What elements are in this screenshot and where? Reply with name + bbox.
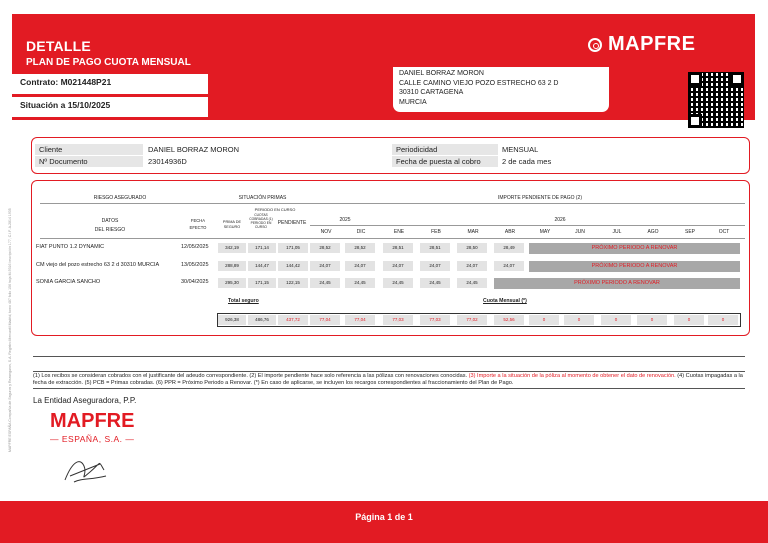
total-month-cell: 77,04	[310, 315, 340, 325]
total-month-cell: 77,03	[383, 315, 413, 325]
pendiente-cell: 122,15	[278, 278, 308, 288]
fecha-cobro-value: 2 de cada mes	[502, 157, 552, 166]
pendiente-cell: 144,42	[278, 261, 308, 271]
cliente-label: Cliente	[35, 144, 143, 155]
signature-icon	[60, 452, 110, 486]
month-value-cell: 24,45	[383, 278, 413, 288]
month-value-cell: 24,45	[345, 278, 375, 288]
cuota-mensual-label: Cuota Mensual (*)	[483, 298, 527, 304]
month-value-cell: 28,50	[457, 243, 487, 253]
month-header: ENE	[393, 229, 405, 235]
year-2026: 2026	[554, 217, 566, 223]
month-value-cell: 24,07	[494, 261, 524, 271]
mapfre-mark-icon	[588, 38, 602, 52]
month-value-cell: 24,07	[457, 261, 487, 271]
riesgo-name: FIAT PUNTO 1.2 DYNAMIC	[36, 244, 105, 250]
page-number: Página 1 de 1	[355, 512, 413, 522]
documento-value: 23014936D	[148, 157, 187, 166]
fecha-efecto: 30/04/2025	[181, 279, 209, 285]
month-value-cell: 28,51	[383, 243, 413, 253]
brand-logo: MAPFRE	[588, 33, 695, 56]
month-header: ABR	[504, 229, 516, 235]
month-header: MAY	[539, 229, 551, 235]
month-header: SEP	[684, 229, 695, 235]
prima-seguro-label: PRIMA DE SEGURO	[222, 220, 242, 229]
total-pendiente-cell: 437,72	[278, 315, 308, 325]
documento-label: Nº Documento	[35, 156, 143, 167]
fecha-cobro-label: Fecha de puesta al cobro	[392, 156, 498, 167]
qr-code-icon	[688, 72, 744, 128]
month-header: MAR	[467, 229, 479, 235]
month-value-cell: 24,07	[310, 261, 340, 271]
month-header: AGO	[647, 229, 659, 235]
total-month-cell: 0	[601, 315, 631, 325]
periodo-curso-label: PERIODO EN CURSO	[254, 207, 296, 212]
total-prima-cell: 926,38	[218, 315, 246, 325]
page-subtitle: PLAN DE PAGO CUOTA MENSUAL	[26, 57, 191, 68]
prima-cell: 288,89	[218, 261, 246, 271]
month-value-cell: 24,45	[457, 278, 487, 288]
month-header: DIC	[356, 229, 366, 235]
total-month-cell: 52,56	[494, 315, 524, 325]
total-month-cell: 0	[674, 315, 704, 325]
footer-band	[0, 501, 768, 543]
contrato-label: Contrato: M021448P21	[12, 74, 208, 94]
fecha-efecto: 13/05/2025	[181, 262, 209, 268]
page-title: DETALLE	[26, 38, 91, 54]
total-cobrado-cell: 486,76	[248, 315, 276, 325]
mapfre-espana: — ESPAÑA, S.A. —	[50, 434, 135, 444]
total-month-cell: 77,02	[457, 315, 487, 325]
proximo-renovar-bar: PRÓXIMO PERIODO A RENOVAR	[494, 278, 740, 289]
total-month-cell: 77,04	[345, 315, 375, 325]
riesgo-name: SONIA GARCIA SANCHO	[36, 279, 101, 285]
periodicidad-label: Periodicidad	[392, 144, 498, 155]
cobrado-cell: 171,14	[248, 243, 276, 253]
cobrado-label: CUOTAS COBRADAS (1) PERIODO EN CURSO	[249, 213, 273, 229]
month-header: FEB	[431, 229, 441, 235]
month-header: JUL	[612, 229, 622, 235]
month-header: OCT	[718, 229, 730, 235]
periodicidad-value: MENSUAL	[502, 145, 539, 154]
total-month-cell: 0	[708, 315, 738, 325]
entidad-aseguradora: La Entidad Aseguradora, P.P.	[33, 396, 137, 405]
cobrado-cell: 171,15	[248, 278, 276, 288]
fecha-label: FECHA	[190, 218, 206, 223]
month-value-cell: 24,07	[383, 261, 413, 271]
month-value-cell: 24,45	[420, 278, 450, 288]
del-riesgo-label: DEL RIESGO	[94, 227, 126, 233]
riesgo-header: RIESGO ASEGURADO	[93, 195, 147, 201]
month-value-cell: 28,51	[420, 243, 450, 253]
riesgo-name: CM viejo del pozo estrecho 63 2 d 30310 MURCIA	[36, 262, 160, 268]
situacion-label: Situación a 15/10/2025	[12, 97, 208, 117]
address-line: 30310 CARTAGENA	[399, 89, 464, 96]
month-header: JUN	[575, 229, 585, 235]
datos-label: DATOS	[101, 218, 119, 224]
cliente-value: DANIEL BORRAZ MORON	[148, 145, 239, 154]
proximo-renovar-bar: PRÓXIMO PERIODO A RENOVAR	[529, 243, 740, 254]
month-value-cell: 24,07	[345, 261, 375, 271]
month-header: NOV	[320, 229, 332, 235]
address-line: MURCIA	[399, 98, 427, 106]
address-line: DANIEL BORRAZ MORON	[399, 70, 484, 77]
total-month-cell: 77,03	[420, 315, 450, 325]
total-seguro-label: Total seguro	[228, 298, 259, 304]
footnotes: (1) Los recibos se consideran cobrados con el justificante del adeudo correspondiente. (2) El importe pendiente hace solo referencia a las pólizas con renovaciones conocidas. (3) Importe a la situación de la póliza al momento de obtener el dato de renovación. (4) Cuotas impagadas a la fecha de extracción. (5) PCB = Primas cobradas. (6) PPR = Próximo Periodo a Renovar. (*) En caso de aplicarse, se incluyen los recargos correspondientes al fraccionamiento del Plan de Pago.	[33, 373, 743, 386]
month-value-cell: 28,49	[494, 243, 524, 253]
pendiente-label: PENDIENTE	[277, 220, 307, 226]
month-value-cell: 28,52	[310, 243, 340, 253]
proximo-renovar-bar: PRÓXIMO PERIODO A RENOVAR	[529, 261, 740, 272]
total-month-cell: 0	[637, 315, 667, 325]
address-box	[392, 67, 610, 113]
month-value-cell: 24,07	[420, 261, 450, 271]
year-2025: 2025	[339, 217, 351, 223]
efecto-label: EFECTO	[189, 225, 207, 230]
month-value-cell: 28,52	[345, 243, 375, 253]
total-month-cell: 0	[529, 315, 559, 325]
side-legal-text: MAPFRE ESPAÑA Compañía de Seguros y Reaseguros, S.A. Registro Mercantil Madrid, tomo 487 folio 156 hoja M-9316 inscripción 177, C.I.F. A-2814 1935	[8, 208, 12, 452]
importe-header: IMPORTE PENDIENTE DE PAGO (2)	[498, 195, 582, 201]
total-month-cell: 0	[564, 315, 594, 325]
mapfre-logo-text: MAPFRE	[50, 410, 135, 432]
fecha-efecto: 12/05/2025	[181, 244, 209, 250]
address-line: CALLE CAMINO VIEJO POZO ESTRECHO 63 2 D	[399, 79, 559, 87]
pendiente-cell: 171,05	[278, 243, 308, 253]
prima-cell: 342,19	[218, 243, 246, 253]
cobrado-cell: 144,47	[248, 261, 276, 271]
situacion-header: SITUACIÓN PRIMAS	[238, 195, 287, 201]
month-value-cell: 24,45	[310, 278, 340, 288]
prima-cell: 295,30	[218, 278, 246, 288]
